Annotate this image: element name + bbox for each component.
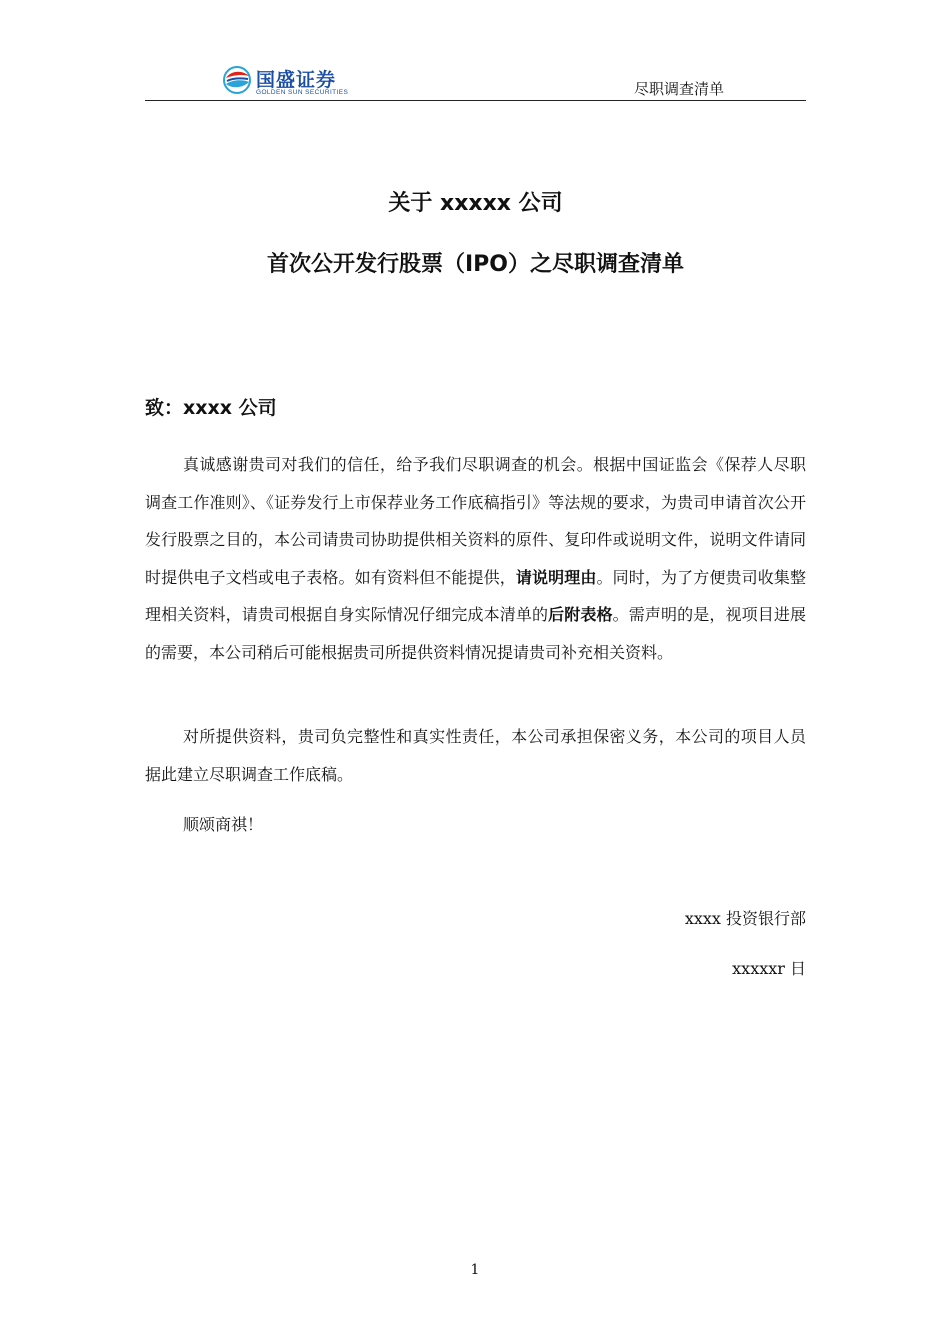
body-paragraph-2: 对所提供资料，贵司负完整性和真实性责任，本公司承担保密义务，本公司的项目人员据此建立尽职调查工作底稿。 [145,727,806,784]
salutation: 致：xxxx 公司 [145,397,277,419]
logo-emblem-icon [223,64,253,96]
paragraph-1-text-c: 。同时，为了方便贵司收集整理相关资料，请贵司根据自身实际情况仔细完成本清单的 [145,567,806,624]
page-number: 1 [470,1262,480,1278]
page-header [145,60,806,101]
document-title-line-2: 首次公开发行股票（IPO）之尽职调查清单 [266,252,684,277]
logo-english-name: GOLDEN SUN SECURITIES [256,89,349,96]
company-logo [223,64,348,98]
logo-chinese-name: 国盛证券 [256,69,337,91]
document-title-line-1: 关于 xxxxx 公司 [388,191,563,216]
paragraph-1-text-e: 。需声明的是，视项目进展的需要，本公司稍后可能根据贵司所提供资料情况提请贵司补充相关资料。 [145,605,806,662]
body-paragraph-1 [145,446,806,671]
signature-department: xxxx 投资银行部 [684,909,806,928]
header-document-label: 尽职调查清单 [633,80,724,98]
signature-date: xxxxxr 日 [732,959,806,978]
paragraph-1-text-a: 真诚感谢贵司对我们的信任，给予我们尽职调查的机会。根据中国证监会《保荐人尽职调查工作准则》、《证券发行上市保荐业务工作底稿指引》等法规的要求，为贵司申请首次公开发行股票之目的，本公司请贵司协助提供相关资料的原件、复印件或说明文件，说明文件请同时提供电子文档或电子表格。如有资料但不能提供， [145,455,806,587]
closing-greeting: 顺颂商祺！ [183,815,264,834]
emphasis-attached-table: 后附表格 [548,605,613,624]
emphasis-explain-reason: 请说明理由 [515,567,597,587]
